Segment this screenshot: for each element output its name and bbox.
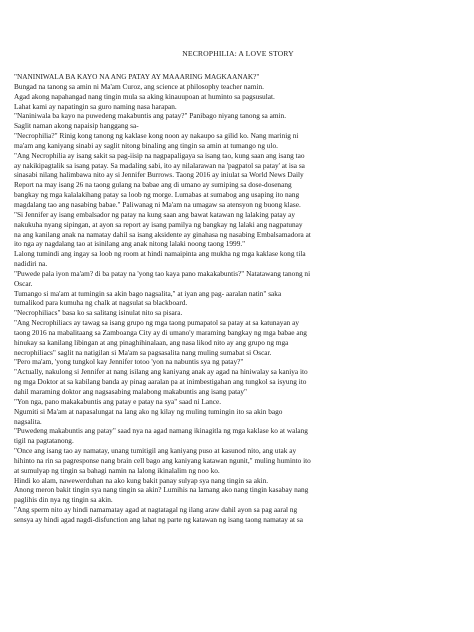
text-line: Anong meron bakit tingin sya nang tingin sa akin? Lumihis na lamang ako nang tingin kasabay nang (14, 485, 309, 495)
text-line: at sumulyap ng tingin sa bahagi namin na lalong ikinalalim ng noo ko. (14, 465, 220, 475)
text-line: "Naniniwala ba kayo na puwedeng makabuntis ang patay?" Panibago niyang tanong sa amin. (14, 111, 287, 121)
text-line: tigil na pagtatanong. (14, 436, 74, 446)
document-title: NECROPHILIA: A LOVE STORY (182, 49, 294, 58)
text-line: nadidiri na. (14, 259, 48, 269)
text-line: sinasabi nilang halimbawa nito ay si Jennifer Burrows. Taong 2016 ay iniulat sa World News Daily (14, 170, 304, 180)
text-line: "Actually, nakulong si Jennifer at nang isilang ang kaniyang anak ay agad na hiniwalay sa kaniya ito (14, 367, 308, 377)
text-line: "Once ang isang tao ay namatay, unang tumitigil ang kaniyang puso at kasunod nito, ang utak ay (14, 446, 297, 456)
text-line: nakukuha nyang sipingan, at ayon sa report ay isang pamilya ng bangkay ng lalaki ang nagpatunay (14, 219, 303, 229)
text-line: ma'am ang kaniyang sinabi ay saglit nitong binaling ang tingin sa amin at tumango ng ulo. (14, 140, 278, 150)
text-line: Hindi ko alam, nawewerduhan na ako kung bakit panay sulyap sya nang tingin sa akin. (14, 475, 269, 485)
text-line: Bungad na tanong sa amin ni Ma'am Curoz, ang science at philosophy teacher namin. (14, 81, 264, 91)
text-line: ng mga Doktor at sa kabilang banda ay pinag aaralan pa at inimbestigahan ang tungkol sa isyung ito (14, 377, 307, 387)
text-line: Lahat kami ay napatingin sa guro naming nasa harapan. (14, 101, 177, 111)
text-line: "NANINIWALA BA KAYO NA ANG PATAY AY MAAARING MAGKAANAK?" (14, 72, 260, 81)
text-line: ito nga ay nagdalang tao at isinilang ang anak nitong lalaki noong taong 1999." (14, 239, 246, 249)
text-line: "Puwedeng makabuntis ang patay" saad nya na agad namang ikinagitla ng mga kaklase ko at walang (14, 426, 308, 436)
text-line: "Ang sperm nito ay hindi namamatay agad at nagtatagal ng ilang araw dahil ayon sa pag aaral ng (14, 505, 298, 515)
text-line: hinukay sa kanilang libingan at ang pinaghihinalaan, ang nasa likod nito ay ang grupo ng mga (14, 337, 289, 347)
text-line: "Necrophiliacs" basa ko sa salitang isinulat nito sa pisara. (14, 308, 183, 318)
text-line: nagsalita. (14, 416, 42, 426)
text-line: necrophiliacs" saglit na natigilan si Ma'am sa pagsasalita nang muling sumabat si Oscar. (14, 347, 272, 357)
text-line: "Ang Necrophilia ay isang sakit sa pag-iisip na nagpapaligaya sa isang tao, kung saan ang isang tao (14, 150, 305, 160)
text-line: "Si Jennifer ay isang embalsador ng patay na kung saan ang bawat katawan ng lalaking patay ay (14, 209, 295, 219)
text-line: "Puwede pala iyon ma'am? di ba patay na 'yong tao kaya pano makakabuntis?" Natatawang tanong ni (14, 268, 311, 278)
text-line: magdalang tao ang nasabing babae." Paliwanag ni Ma'am na umagaw sa atensyon ng buong klase. (14, 199, 301, 209)
text-line: hihinto na rin sa pagresponse nang brain cell bago ang kaniyang katawan ngunit," muling huminto ito (14, 455, 311, 465)
text-line: Report na may isang 26 na taong gulang na babae ang di umano ay sumiping sa dose-dosenang (14, 180, 292, 190)
text-line: "Necrophilia?" Rinig kong tanong ng kaklase kong noon ay nakaupo sa gilid ko. Nang marinig ni (14, 131, 299, 141)
text-line: bangkay ng mga kalalakihang patay sa loob ng morge. Lumabas at sumabog ang usaping ito nang (14, 190, 300, 200)
text-line: "Pero ma'am, 'yong tungkol kay Jennifer totoo 'yon na nabuntis sya ng patay?" (14, 357, 244, 367)
text-line: Agad akong napahangad nang tingin mula sa aking kinauupoan at huminto sa pagsusulat. (14, 91, 275, 101)
text-line: Oscar. (14, 278, 33, 288)
text-line: tumalikod para kumuha ng chalk at nagsulat sa blackboard. (14, 298, 188, 308)
text-line: na ang kanilang anak na namatay dahil sa isang aksidente ay ginahasa ng nasabing Embalsamadora at (14, 229, 311, 239)
text-line: Ngumiti si Ma'am at napasalungat na lang ako ng kilay ng muling tumingin ito sa akin bago (14, 406, 283, 416)
text-line: paglihis din nya ng tingin sa akin. (14, 495, 113, 505)
text-line: ay nakikipagtalik sa isang patay. Sa madaling sabi, ito ay nilalarawan na 'pagpatol sa patay' at isa sa (14, 160, 305, 170)
text-line: "Yon nga, pano makakabuntis ang patay e patay na sya" saad ni Lance. (14, 396, 222, 406)
text-line: dahil maraming doktor ang nagsasabing malabong makabuntis ang isang patay" (14, 387, 247, 396)
text-line: sensya ay hindi agad nagdi-disfunction ang lahat ng parte ng katawan ng isang taong namatay at sa (14, 514, 303, 524)
text-line: Saglit naman akong napaisip hanggang sa- (14, 121, 139, 131)
text-line: Tumango si ma'am at tumingin sa akin bago nagsalita," at iyan ang pag- aaralan natin" saka (14, 288, 282, 298)
text-line: "Ang Necrophiliacs ay tawag sa isang grupo ng mga taong pumapatol sa patay at sa katunayan ay (14, 318, 300, 328)
text-line: taong 2016 na mabalitaang sa Zamboanga City ay di umano'y maraming bangkay ng mga babae ang (14, 327, 307, 337)
document-body (14, 72, 462, 525)
text-line: Lalong tumindi ang ingay sa loob ng room at hindi namaipinta ang mukha ng mga kaklase kong tila (14, 249, 306, 259)
